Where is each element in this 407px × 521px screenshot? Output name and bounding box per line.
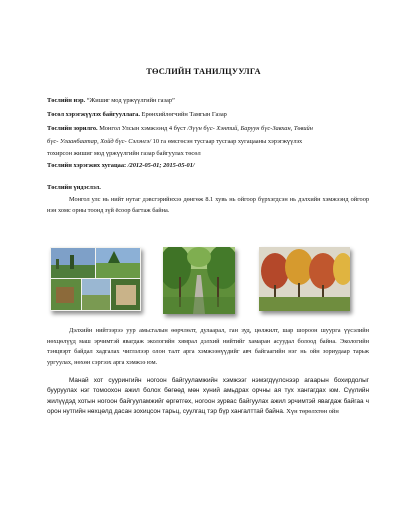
rationale-paragraph-1: Монгол улс нь нийт нутаг дэвсгэрийнхээ дөнгөж 8.1 хувь нь ойгоор бүрхэгдсэн нь дэлхийн хэмжээнд ойгоор нэн хомс орны тоонд зүй ёсоор багтаж байна. — [47, 196, 369, 214]
organization-value: Ерөнхийлөгчийн Тамгын Газар — [139, 111, 227, 118]
rationale-p3-main: Манай хот суурингийн ногоон байгууламжийн хэмжээг нэмэгдүүлснээр агаарын бохирдолыг бууруулах нэг томоохон ажил болох бөгөөд мөн хүний амьдрах орчны ая тух хангагдах юм. Сүүлийн жилүүдэд хотын ногоон байгууламжийг өргөтгөх, ногоон зурвас байгуулах ажил эрчимтэй явагдаж байгаа ч орон нутгийн нөхцөлд дасан зохицсон тарьц, суулгац тэр бүр хангалттай байна. — [47, 377, 369, 415]
goal-line-1 — [47, 125, 369, 133]
rationale-label: Төслийн үндэслэл. — [47, 184, 101, 191]
nursery-collage-photo — [50, 247, 141, 311]
organization-label: Төсөл хэрэгжүүлэх байгууллага. — [47, 111, 140, 118]
rationale-paragraph-2: Дэлхийн нийтээрээ уур амьсгалын өөрчлөлт, дулаарал, ган зуд, цөлжилт, шар шороон шуурга үүсэлийн нөхцөлүүд маш эрчимтэй явагдаж экологийн хямрал дэлхий нийтийг хамаран асуудал болоод байна. Экологийн тэнцвэрт байдал хадгалах чиглэлээр олон талт арга хэмжээнүүдийг авч байгаагийн нэг нь ойн зориудаар тарьж ургуулах, нөхөн сэргээх арга хэмжээ юм. — [47, 327, 369, 366]
goal-label: Төслийн зорилго. — [47, 125, 98, 132]
organization-line — [47, 111, 369, 119]
goal-line2-italic: бүс- Улаанбаатар, Хойд бүс- Сэлэнгэ/ — [47, 138, 152, 145]
project-name-line — [47, 97, 369, 105]
project-name-label: Төслийн нэр. — [47, 97, 86, 104]
period-value: /2012-05-01; 2015-05-01/ — [126, 162, 195, 169]
period-label: Төслийн хэрэгжих хугацаа: — [47, 162, 127, 169]
goal-line1-italic: /Зүүн бүс- Хэнтий, Баруун бүс-Завхан, Төвийн — [187, 125, 313, 132]
period-line — [47, 162, 369, 170]
project-name-value: “Жишиг мод үржүүлгийн газар” — [85, 97, 175, 104]
goal-line1-prefix: Монгол Улсын хэмжээнд 4 бүст — [97, 125, 188, 132]
autumn-trees-photo — [259, 247, 350, 311]
document-title: ТӨСЛИЙН ТАНИЛЦУУЛГА — [146, 67, 261, 76]
goal-line-3: тохирсон жишиг мод үржүүлгийн газар байгуулах төсөл — [47, 150, 201, 157]
goal-line2-rest: 10 га өмсгөсэн тусгаар тусгаар хугацааны хэрэгжүүлэх — [151, 138, 303, 145]
tree-alley-photo — [163, 247, 235, 314]
rationale-p3-tail: Хүн төрөлхтөн ойн — [284, 407, 339, 415]
rationale-paragraph-3 — [47, 376, 369, 417]
goal-line-2 — [47, 138, 369, 146]
